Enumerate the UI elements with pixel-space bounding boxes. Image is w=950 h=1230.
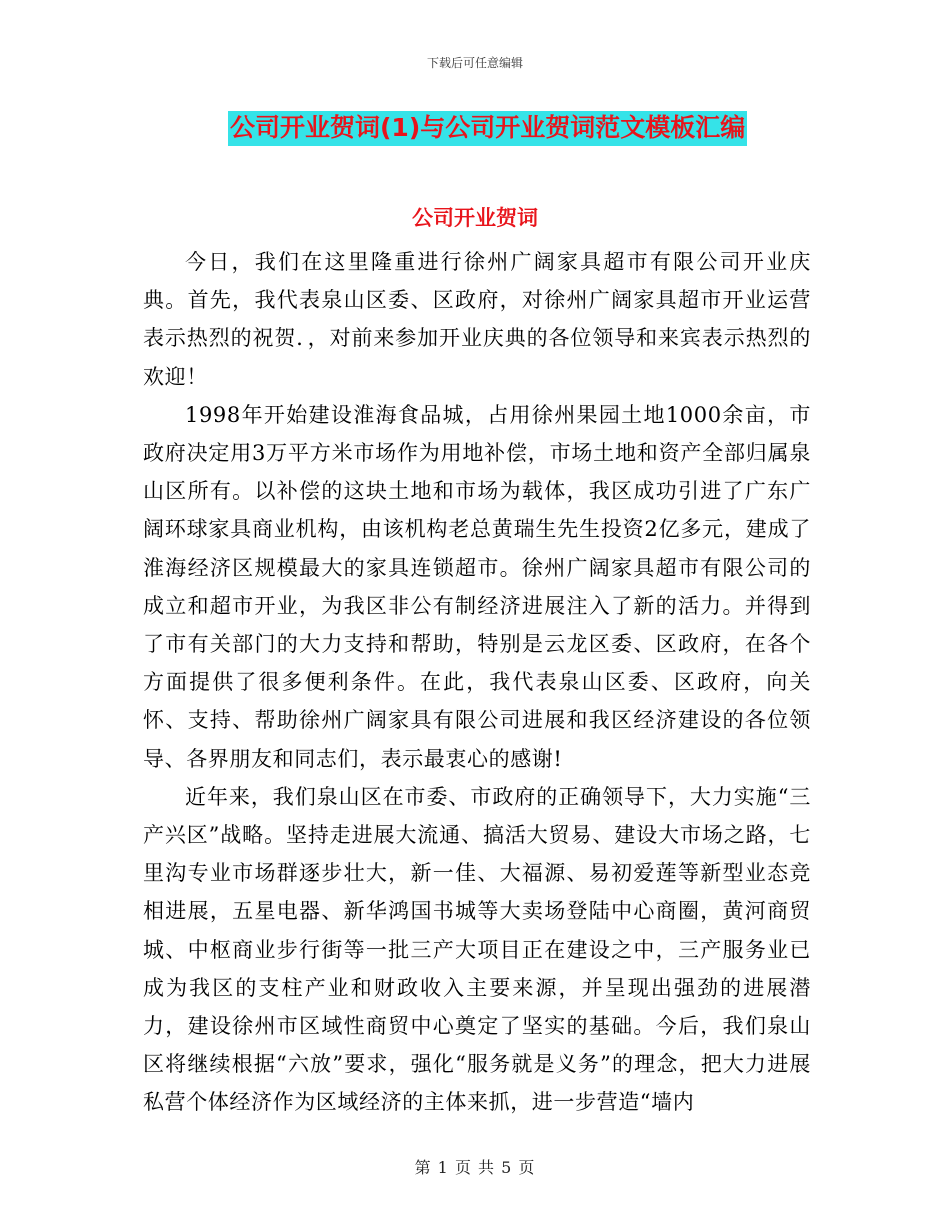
paragraph-development: 近年来，我们泉山区在市委、市政府的正确领导下，大力实施“三产兴区”战略。坚持走进展大流通、搞活大贸易、建设大市场之路，七里沟专业市场群逐步壮大，新一佳、大福源、易初爱莲等新型业态竞相进展，五星电器、新华鸿国书城等大卖场登陆中心商圈，黄河商贸城、中枢商业步行街等一批三产大项目正在建设之中，三产服务业已成为我区的支柱产业和财政收入主要来源，并呈现出强劲的进展潜力，建设徐州市区域性商贸中心奠定了坚实的基础。今后，我们泉山区将继续根据“六放”要求，强化“服务就是义务”的理念，把大力进展私营个体经济作为区域经济的主体来抓，进一步营造“墙内 — [143, 784, 811, 1115]
paragraph-opening: 今日，我们在这里隆重进行徐州广阔家具超市有限公司开业庆典。首先，我代表泉山区委、区政府，对徐州广阔家具超市开业运营表示热烈的祝贺．，对前来参加开业庆典的各位领导和来宾表示热烈的欢迎！ — [143, 250, 811, 389]
header-note: 下载后可任意编辑 — [426, 56, 523, 70]
document-body — [143, 243, 811, 1122]
document-main-title: 公司开业贺词(1)与公司开业贺词范文模板汇编 — [228, 111, 747, 146]
paragraph-history: 1998年开始建设淮海食品城，占用徐州果园土地1000余亩，市政府决定用3万平方米市场作为用地补偿，市场土地和资产全部归属泉山区所有。以补偿的这块土地和市场为载体，我区成功引进了广东广阔环球家具商业机构，由该机构老总黄瑞生先生投资2亿多元，建成了淮海经济区规模最大的家具连锁超市。徐州广阔家具超市有限公司的成立和超市开业，为我区非公有制经济进展注入了新的活力。并得到了市有关部门的大力支持和帮助，特别是云龙区委、区政府，在各个方面提供了很多便利条件。在此，我代表泉山区委、区政府，向关怀、支持、帮助徐州广阔家具有限公司进展和我区经济建设的各位领导、各界朋友和同志们，表示最衷心的感谢! — [143, 402, 811, 771]
page-number-footer: 第 1 页 共 5 页 — [414, 1158, 536, 1177]
section-title: 公司开业贺词 — [412, 206, 538, 230]
